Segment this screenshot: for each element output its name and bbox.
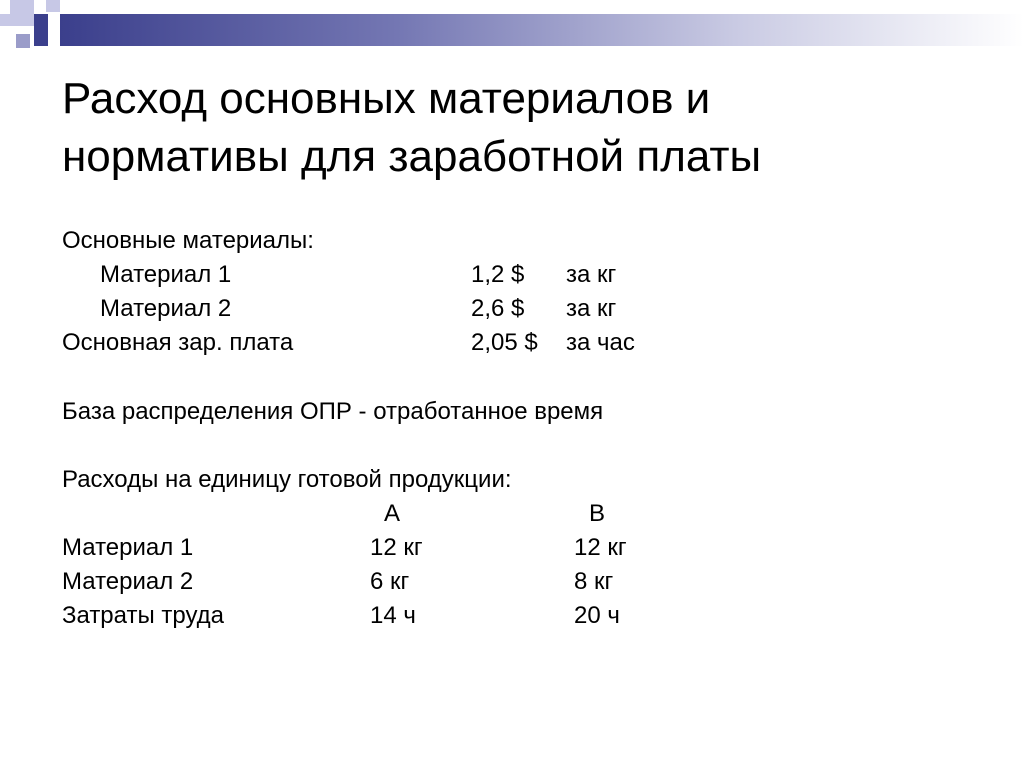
material-1-price: 1,2 $ [471,261,525,288]
table-cell-a: 12 кг [370,534,423,561]
slide-title-line2: нормативы для заработной платы [62,132,762,181]
material-2-name: Материал 2 [100,295,232,322]
table-cell-b: 12 кг [574,534,627,561]
material-1-unit: за кг [566,261,617,288]
material-2-price: 2,6 $ [471,295,525,322]
slide-title-line1: Расход основных материалов и [62,74,711,123]
decor-square [34,14,48,46]
decor-square [0,14,10,26]
table-cell-a: 6 кг [370,568,410,595]
column-header-b: B [589,500,606,527]
wage-unit: за час [566,329,635,356]
decor-square [10,0,34,26]
header-gradient-bar [60,14,1024,46]
unit-costs-heading: Расходы на единицу готовой продукции: [62,466,512,493]
table-cell-a: 14 ч [370,602,416,629]
column-header-a: A [384,500,401,527]
table-row-label: Материал 2 [62,568,194,595]
materials-heading: Основные материалы: [62,227,314,254]
decor-square [46,0,60,12]
material-1-name: Материал 1 [100,261,232,288]
table-cell-b: 8 кг [574,568,614,595]
table-cell-b: 20 ч [574,602,620,629]
slide-title [62,70,962,186]
wage-name: Основная зар. плата [62,329,294,356]
material-2-unit: за кг [566,295,617,322]
decor-square [16,34,30,48]
wage-price: 2,05 $ [471,329,538,356]
allocation-base: База распределения ОПР - отработанное время [62,398,604,425]
table-row-label: Материал 1 [62,534,194,561]
table-row-label: Затраты труда [62,602,225,629]
